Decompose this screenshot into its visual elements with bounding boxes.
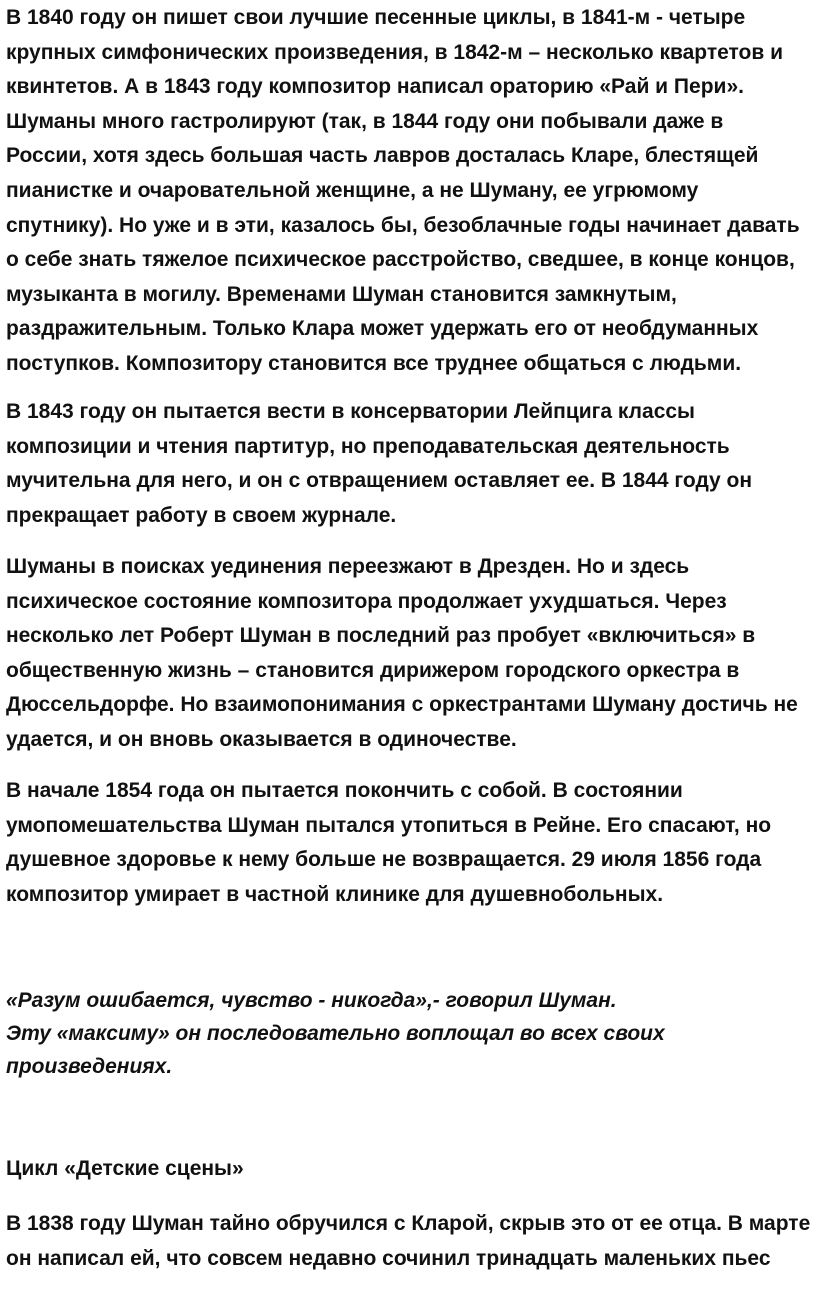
paragraph-1840-works: В 1840 году он пишет свои лучшие песенные циклы, в 1841-м - четыре крупных симфонических произведения, в 1842-м – несколько квартетов и квинтетов. А в 1843 году композитор написал ораторию «Рай и Пери». Шуманы много гастролируют (так, в 1844 году они побывали даже в России, хотя здесь большая часть лавров досталась Кларе, блестящей пианистке и очаровательной женщине, а не Шуману, ее угрюмому спутнику). Но уже и в эти, казалось бы, безоблачные годы начинает давать о себе знать тяжелое психическое расстройство, сведшее, в конце концов, музыканта в могилу. Временами Шуман становится замкнутым, раздражительным. Только Клара может удержать его от необдуманных поступков. Композитору становится все труднее общаться с людьми. — [6, 6, 800, 375]
paragraph-1838-engagement: В 1838 году Шуман тайно обручился с Кларой, скрыв это от ее отца. В марте он написал ей, что совсем недавно сочинил тринадцать маленьких пьес — [6, 1212, 811, 1270]
schumann-quote: «Разум ошибается, чувство - никогда»,- говорил Шуман. Эту «максиму» он последовательно воплощал во всех своих произведениях. — [6, 989, 665, 1078]
section-heading: Цикл «Детские сцены» — [6, 1157, 244, 1180]
paragraph-dresden-move: Шуманы в поисках уединения переезжают в Дрезден. Но и здесь психическое состояние композитора продолжает ухудшаться. Через несколько лет Роберт Шуман в последний раз пробует «включиться» в общественную жизнь – становится дирижером городского оркестра в Дюссельдорфе. Но взаимопонимания с оркестрантами Шуману достичь не удается, и он вновь оказывается в одиночестве. — [6, 555, 798, 751]
paragraph-1854-illness: В начале 1854 года он пытается покончить с собой. В состоянии умопомешательства Шуман пытался утопиться в Рейне. Его спасают, но душевное здоровье к нему больше не возвращается. 29 июля 1856 года композитор умирает в частной клинике для душевнобольных. — [6, 779, 772, 906]
paragraph-leipzig-conservatory: В 1843 году он пытается вести в консерватории Лейпцига классы композиции и чтения партитур, но преподавательская деятельность мучительна для него, и он с отвращением оставляет ее. В 1844 году он прекращает работу в своем журнале. — [6, 400, 753, 527]
